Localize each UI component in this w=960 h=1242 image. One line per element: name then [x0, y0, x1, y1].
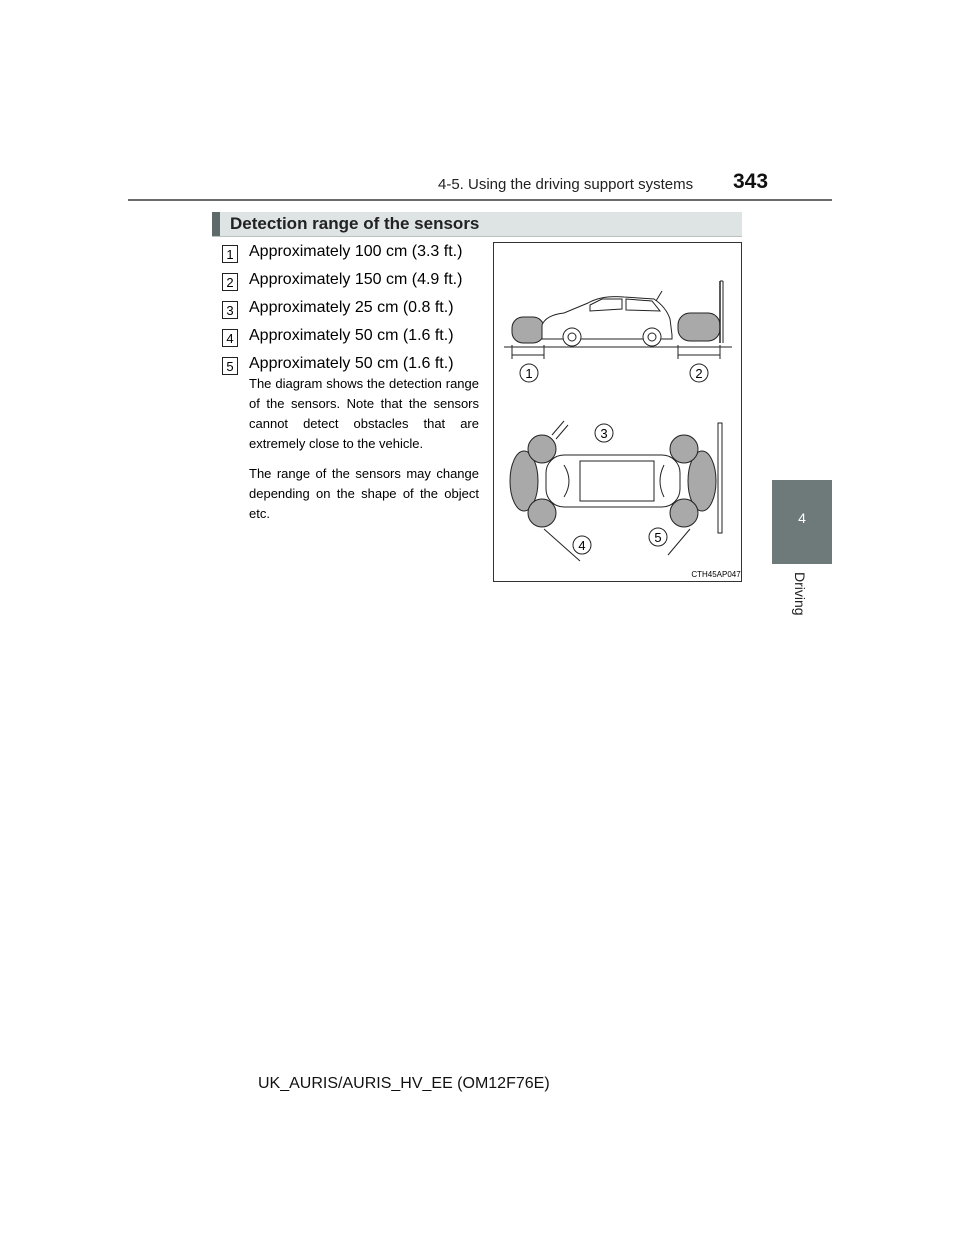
rear-corner-sensor-zone: [670, 435, 698, 463]
front-corner-sensor-zone: [528, 499, 556, 527]
side-view-illustration: [504, 281, 732, 359]
note-paragraph: The range of the sensors may change depending on the shape of the object etc.: [249, 466, 479, 521]
rear-corner-sensor-zone: [670, 499, 698, 527]
callout-badge: 3: [222, 301, 238, 319]
rear-sensor-zone: [678, 313, 720, 341]
dimension-line: [552, 421, 564, 435]
wheel-icon: [643, 328, 661, 346]
callout-label: 1: [525, 366, 533, 381]
range-text: Approximately 150 cm (4.9 ft.): [249, 271, 463, 288]
top-view-illustration: [510, 421, 722, 561]
notes: [249, 374, 479, 534]
callout-badge: 5: [222, 357, 238, 375]
dimension-line: [556, 425, 568, 439]
header-section-title: 4-5. Using the driving support systems: [438, 176, 694, 193]
list-item: [222, 324, 492, 352]
header-divider: [128, 199, 832, 201]
antenna-icon: [656, 291, 662, 301]
diagram-svg: [494, 243, 742, 582]
callout-label: 3: [600, 426, 608, 441]
list-item: [222, 268, 492, 296]
callout-badge: 4: [222, 329, 238, 347]
callout-badge: 2: [222, 273, 238, 291]
list-item: [222, 240, 492, 268]
callout-label: 4: [578, 538, 586, 553]
range-text: Approximately 25 cm (0.8 ft.): [249, 299, 454, 316]
chapter-number: 4: [798, 510, 806, 526]
footer-model-code: UK_AURIS/AURIS_HV_EE (OM12F76E): [258, 1075, 550, 1092]
diagram-code: CTH45AP047: [691, 570, 741, 579]
range-text: Approximately 50 cm (1.6 ft.): [249, 327, 454, 344]
front-corner-sensor-zone: [528, 435, 556, 463]
section-heading-bar: [212, 212, 742, 237]
sensor-range-diagram: [493, 242, 742, 582]
chapter-tab: [772, 480, 832, 564]
front-sensor-zone: [512, 317, 544, 343]
callout-badge: 1: [222, 245, 238, 263]
range-text: Approximately 100 cm (3.3 ft.): [249, 243, 463, 260]
range-list: [222, 240, 492, 380]
page-number: 343: [733, 170, 769, 193]
section-heading-accent: [212, 212, 220, 236]
range-text: Approximately 50 cm (1.6 ft.): [249, 355, 454, 372]
section-title: Detection range of the sensors: [230, 214, 480, 233]
note-paragraph: The diagram shows the detection range of the sensors. Note that the sensors cannot detect obstacles that are extremely close to the vehicle.: [249, 376, 479, 451]
callout-label: 5: [654, 530, 662, 545]
callout-label: 2: [695, 366, 703, 381]
wheel-icon: [563, 328, 581, 346]
obstacle-wall: [718, 423, 722, 533]
list-item: [222, 296, 492, 324]
dimension-line: [668, 529, 690, 555]
chapter-label: Driving: [792, 572, 808, 616]
